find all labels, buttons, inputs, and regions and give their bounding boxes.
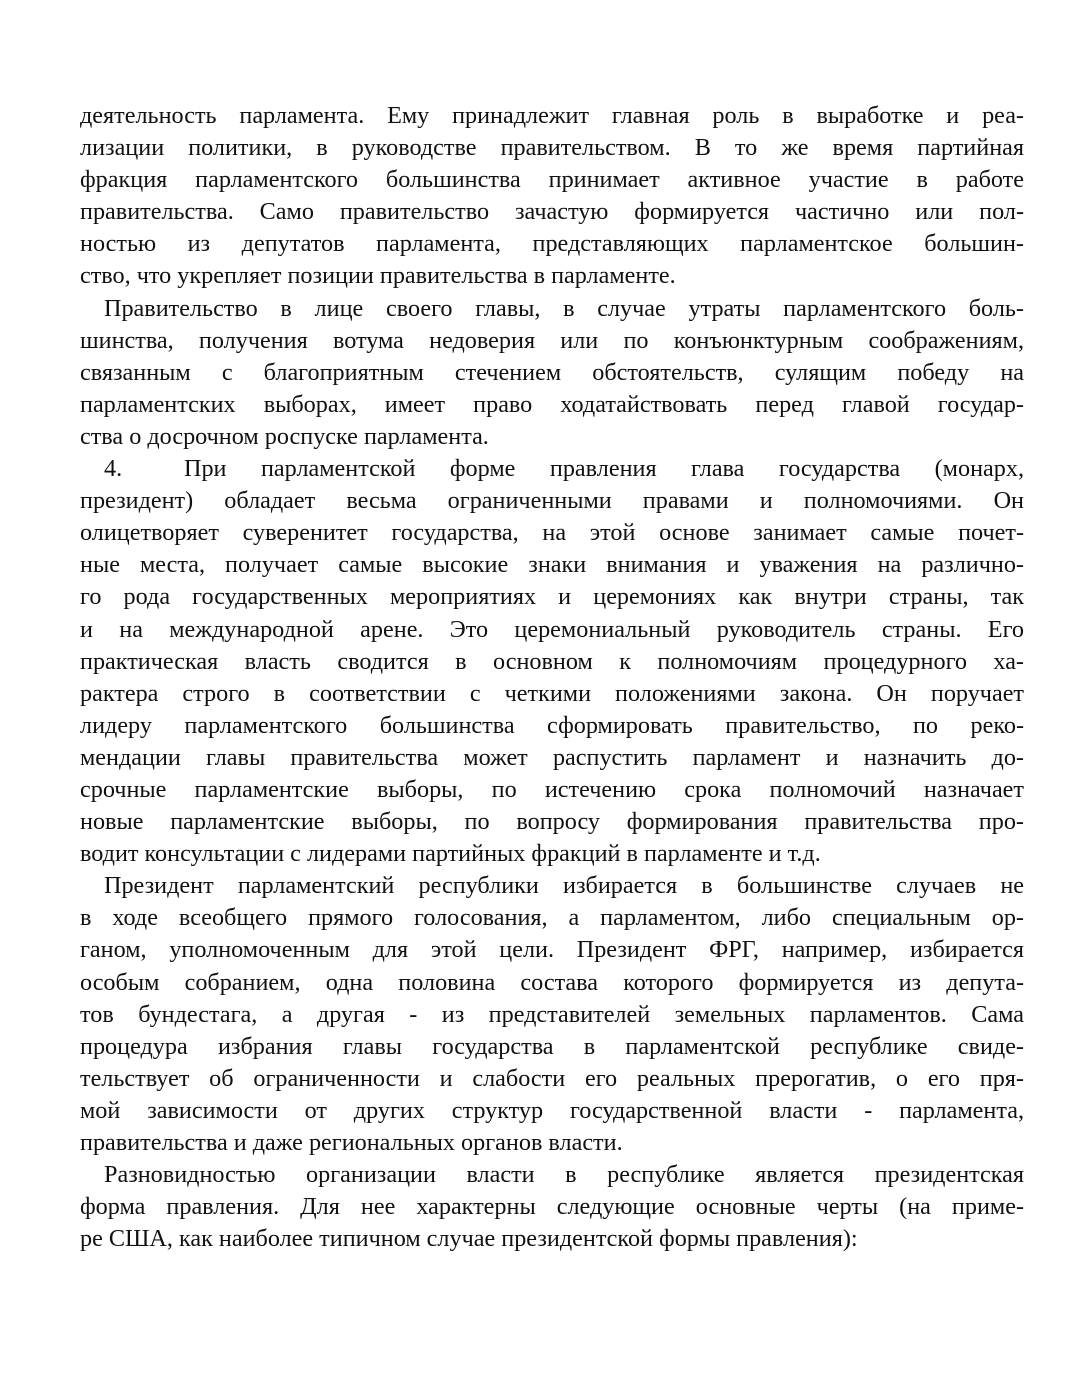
text-line: мендации главы правительства может распустить парламент и назначить до- (80, 743, 1024, 771)
list-number: 4. (104, 455, 123, 483)
text-line: ностью из депутатов парламента, представляющих парламентское большин- (80, 230, 1024, 258)
text-line: правительства и даже региональных органов власти. (80, 1129, 623, 1156)
text-line: тов бундестага, а другая - из представителей земельных парламентов. Сама (80, 1000, 1024, 1028)
text-line: новые парламентские выборы, по вопросу формирования правительства про- (80, 808, 1024, 836)
text-line: ные места, получает самые высокие знаки внимания и уважения на различно- (80, 551, 1024, 579)
text-line: ре США, как наиболее типичном случае президентской формы правления): (80, 1225, 858, 1253)
text-line: и на международной арене. Это церемониальный руководитель страны. Его (80, 615, 1024, 643)
text-line: процедура избрания главы государства в парламентской республике свиде- (80, 1032, 1024, 1060)
text-line: форма правления. Для нее характерны следующие основные черты (на приме- (80, 1193, 1024, 1221)
text-line: Президент парламентский республики избирается в большинстве случаев не (104, 872, 1024, 900)
paragraph-numbered-head-of-state (80, 453, 1024, 870)
paragraph-president-election (80, 870, 1024, 1159)
text-line: Правительство в лице своего главы, в случае утраты парламентского боль- (104, 294, 1024, 322)
paragraph-parliament-activity (80, 100, 1024, 293)
paragraph-presidential-form (80, 1159, 1024, 1255)
text-line: ганом, уполномоченным для этой цели. Президент ФРГ, например, избирается (80, 936, 1024, 964)
text-line: тельствует об ограниченности и слабости его реальных прерогатив, о его пря- (80, 1064, 1024, 1092)
text-line: рактера строго в соответствии с четкими положениями закона. Он поручает (80, 679, 1024, 707)
text-line: водит консультации с лидерами партийных фракций в парламенте и т.д. (80, 840, 821, 868)
text-line: го рода государственных мероприятиях и церемониях как внутри страны, так (80, 583, 1024, 611)
text-line (80, 453, 1024, 485)
text-line: олицетворяет суверенитет государства, на этой основе занимает самые почет- (80, 519, 1024, 547)
text-line: ство, что укрепляет позиции правительства в парламенте. (80, 262, 676, 290)
text-line: практическая власть сводится в основном к полномочиям процедурного ха- (80, 647, 1024, 675)
text-line: Разновидностью организации власти в республике является президентская (104, 1161, 1024, 1189)
text-line: фракция парламентского большинства принимает активное участие в работе (80, 166, 1024, 194)
text-line: президент) обладает весьма ограниченными правами и полномочиями. Он (80, 487, 1024, 515)
text-line: правительства. Само правительство зачастую формируется частично или пол- (80, 198, 1024, 226)
text-line: лизации политики, в руководстве правительством. В то же время партийная (80, 134, 1024, 162)
text-line: ства о досрочном роспуске парламента. (80, 422, 489, 450)
text-line: срочные парламентские выборы, по истечению срока полномочий назначает (80, 775, 1024, 803)
text-line: лидеру парламентского большинства сформировать правительство, по реко- (80, 711, 1024, 739)
document-page (80, 100, 1024, 1255)
text-line: деятельность парламента. Ему принадлежит главная роль в выработке и реа- (80, 102, 1024, 129)
text-line: парламентских выборах, имеет право ходатайствовать перед главой государ- (80, 390, 1024, 418)
text-line: шинства, получения вотума недоверия или по конъюнктурным соображениям, (80, 326, 1024, 354)
text-line: связанным с благоприятным стечением обстоятельств, сулящим победу на (80, 358, 1024, 386)
text-line: особым собранием, одна половина состава которого формируется из депута- (80, 968, 1024, 996)
paragraph-government-dissolution (80, 293, 1024, 453)
text-line: в ходе всеобщего прямого голосования, а парламентом, либо специальным ор- (80, 904, 1024, 932)
text-line: мой зависимости от других структур государственной власти - парламента, (80, 1096, 1024, 1124)
text-line-content: При парламентской форме правления глава государства (монарх, (184, 455, 1024, 483)
